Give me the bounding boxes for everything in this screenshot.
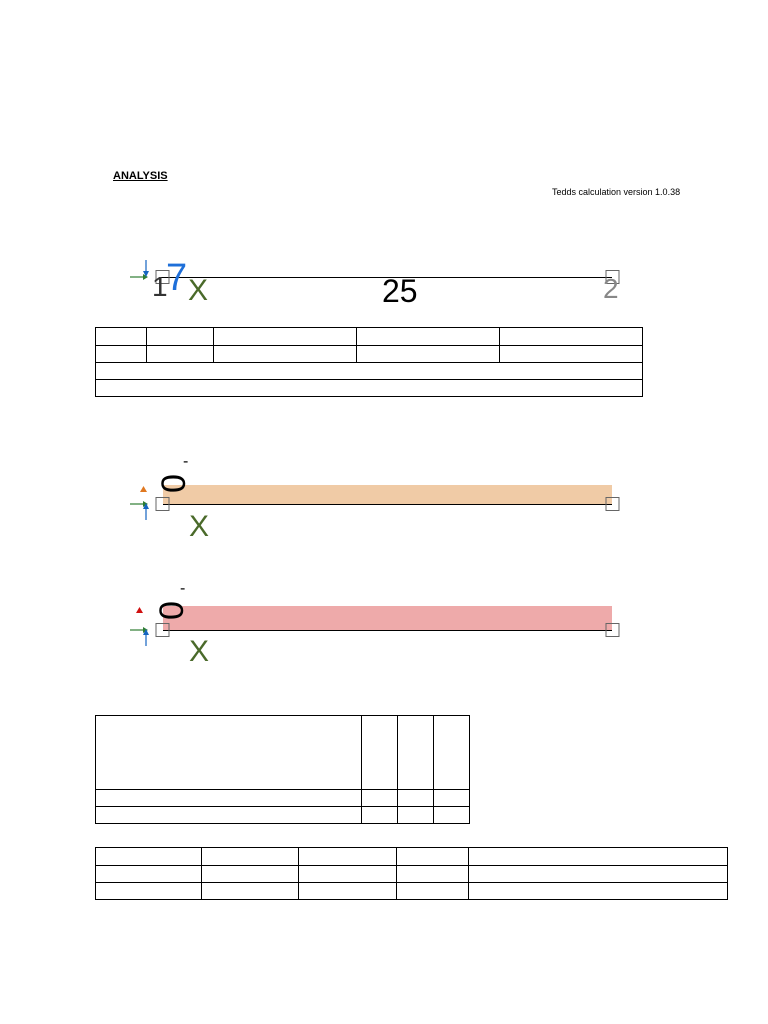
table-2 <box>95 715 470 824</box>
table-row <box>96 328 643 346</box>
table-1 <box>95 327 643 397</box>
version-note: Tedds calculation version 1.0.38 <box>552 187 681 197</box>
axis-label-x: X <box>189 510 210 543</box>
triangle-marker-icon <box>136 607 143 613</box>
table-row <box>96 716 470 790</box>
load-band <box>163 485 612 504</box>
table-row <box>96 380 643 397</box>
table-row <box>96 363 643 380</box>
load-value: 7 <box>166 257 188 299</box>
triangle-marker-icon <box>140 486 147 492</box>
section-heading: ANALYSIS <box>113 170 168 182</box>
zero-value: 0 <box>153 601 191 620</box>
table-row <box>96 346 643 363</box>
table-row <box>96 866 728 883</box>
zero-value: 0 <box>155 474 193 493</box>
z-arrow-icon <box>143 260 149 277</box>
minus-sign: - <box>180 580 186 597</box>
orange-load-diagram <box>125 450 625 543</box>
load-band <box>163 606 612 630</box>
axis-label-x: X <box>188 274 209 307</box>
node-end-number: 2 <box>603 273 619 304</box>
table-3 <box>95 847 728 900</box>
minus-sign: - <box>183 453 189 470</box>
axis-label-x: X <box>189 635 210 668</box>
pink-load-diagram <box>125 575 625 668</box>
table-row <box>96 807 470 824</box>
table-row <box>96 790 470 807</box>
table-row <box>96 883 728 900</box>
table-row <box>96 848 728 866</box>
node-start-number: 1 <box>152 271 168 302</box>
beam-diagram <box>120 250 640 309</box>
span-label: 25 <box>382 273 418 309</box>
